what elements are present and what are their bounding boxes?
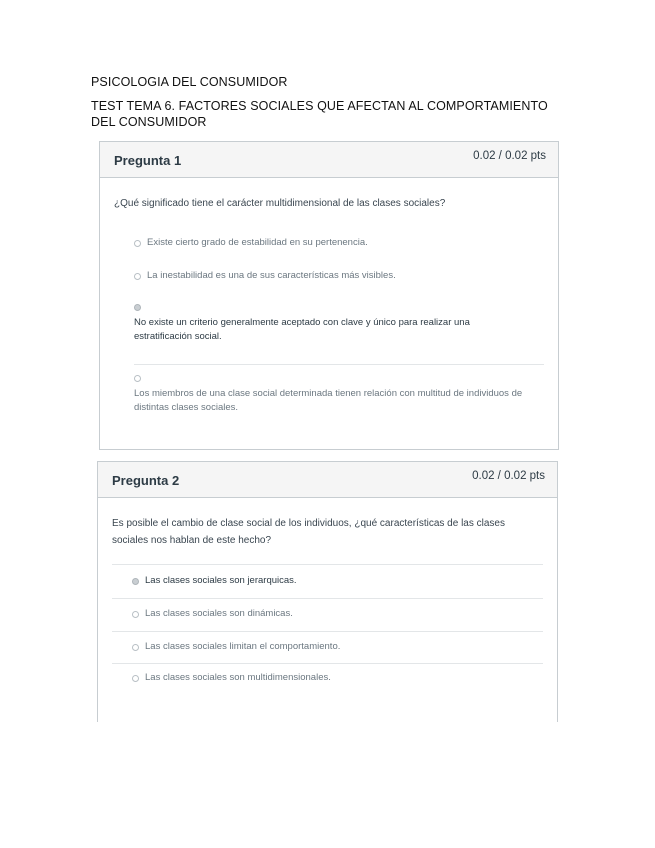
question-text: Es posible el cambio de clase social de los individuos, ¿qué características de las clases sociales nos hablan de este hecho? [112,518,505,546]
answer-option-selected[interactable] [132,574,522,588]
question-score: 0.02 / 0.02 pts [472,470,545,482]
radio-button[interactable] [134,240,141,247]
radio-button[interactable] [134,375,141,382]
answer-option[interactable] [134,375,524,415]
question-card-1 [99,141,559,450]
document-subtitle: TEST TEMA 6. FACTORES SOCIALES QUE AFECTAN AL COMPORTAMIENTO DEL CONSUMIDOR [91,99,548,129]
answer-divider [112,663,543,664]
answer-option[interactable] [132,671,522,685]
radio-button-selected[interactable] [134,304,141,311]
question-header [100,142,558,178]
radio-button[interactable] [134,273,141,280]
radio-button[interactable] [132,611,139,618]
question-header [98,462,557,498]
answer-text: Las clases sociales limitan el comportamiento. [145,641,341,652]
answer-option[interactable] [134,269,524,283]
answer-divider [112,631,543,632]
answer-option[interactable] [132,640,522,654]
answer-text: Existe cierto grado de estabilidad en su pertenencia. [147,237,368,248]
answer-divider [112,564,543,565]
answer-text: Los miembros de una clase social determinada tienen relación con multitud de individuos de distintas clases sociales. [134,388,523,413]
question-title: Pregunta 2 [112,473,180,488]
question-score: 0.02 / 0.02 pts [473,150,546,162]
answer-option-selected[interactable] [134,304,524,344]
document-title: PSICOLOGIA DEL CONSUMIDOR [91,75,288,89]
answer-text: No existe un criterio generalmente aceptado con clave y único para realizar una estratificación social. [134,317,470,342]
answer-text: Las clases sociales son multidimensionales. [145,672,331,683]
radio-button[interactable] [132,675,139,682]
answer-option[interactable] [134,236,524,250]
question-card-2 [97,461,558,722]
question-title: Pregunta 1 [114,153,182,168]
radio-button[interactable] [132,644,139,651]
question-text: ¿Qué significado tiene el carácter multidimensional de las clases sociales? [114,198,446,209]
answer-divider [112,598,543,599]
answer-text: Las clases sociales son jerarquicas. [145,575,297,586]
answer-divider [134,364,544,365]
answer-text: La inestabilidad es una de sus características más visibles. [147,270,396,281]
answer-option[interactable] [132,607,522,621]
radio-button-selected[interactable] [132,578,139,585]
answer-text: Las clases sociales son dinámicas. [145,608,293,619]
